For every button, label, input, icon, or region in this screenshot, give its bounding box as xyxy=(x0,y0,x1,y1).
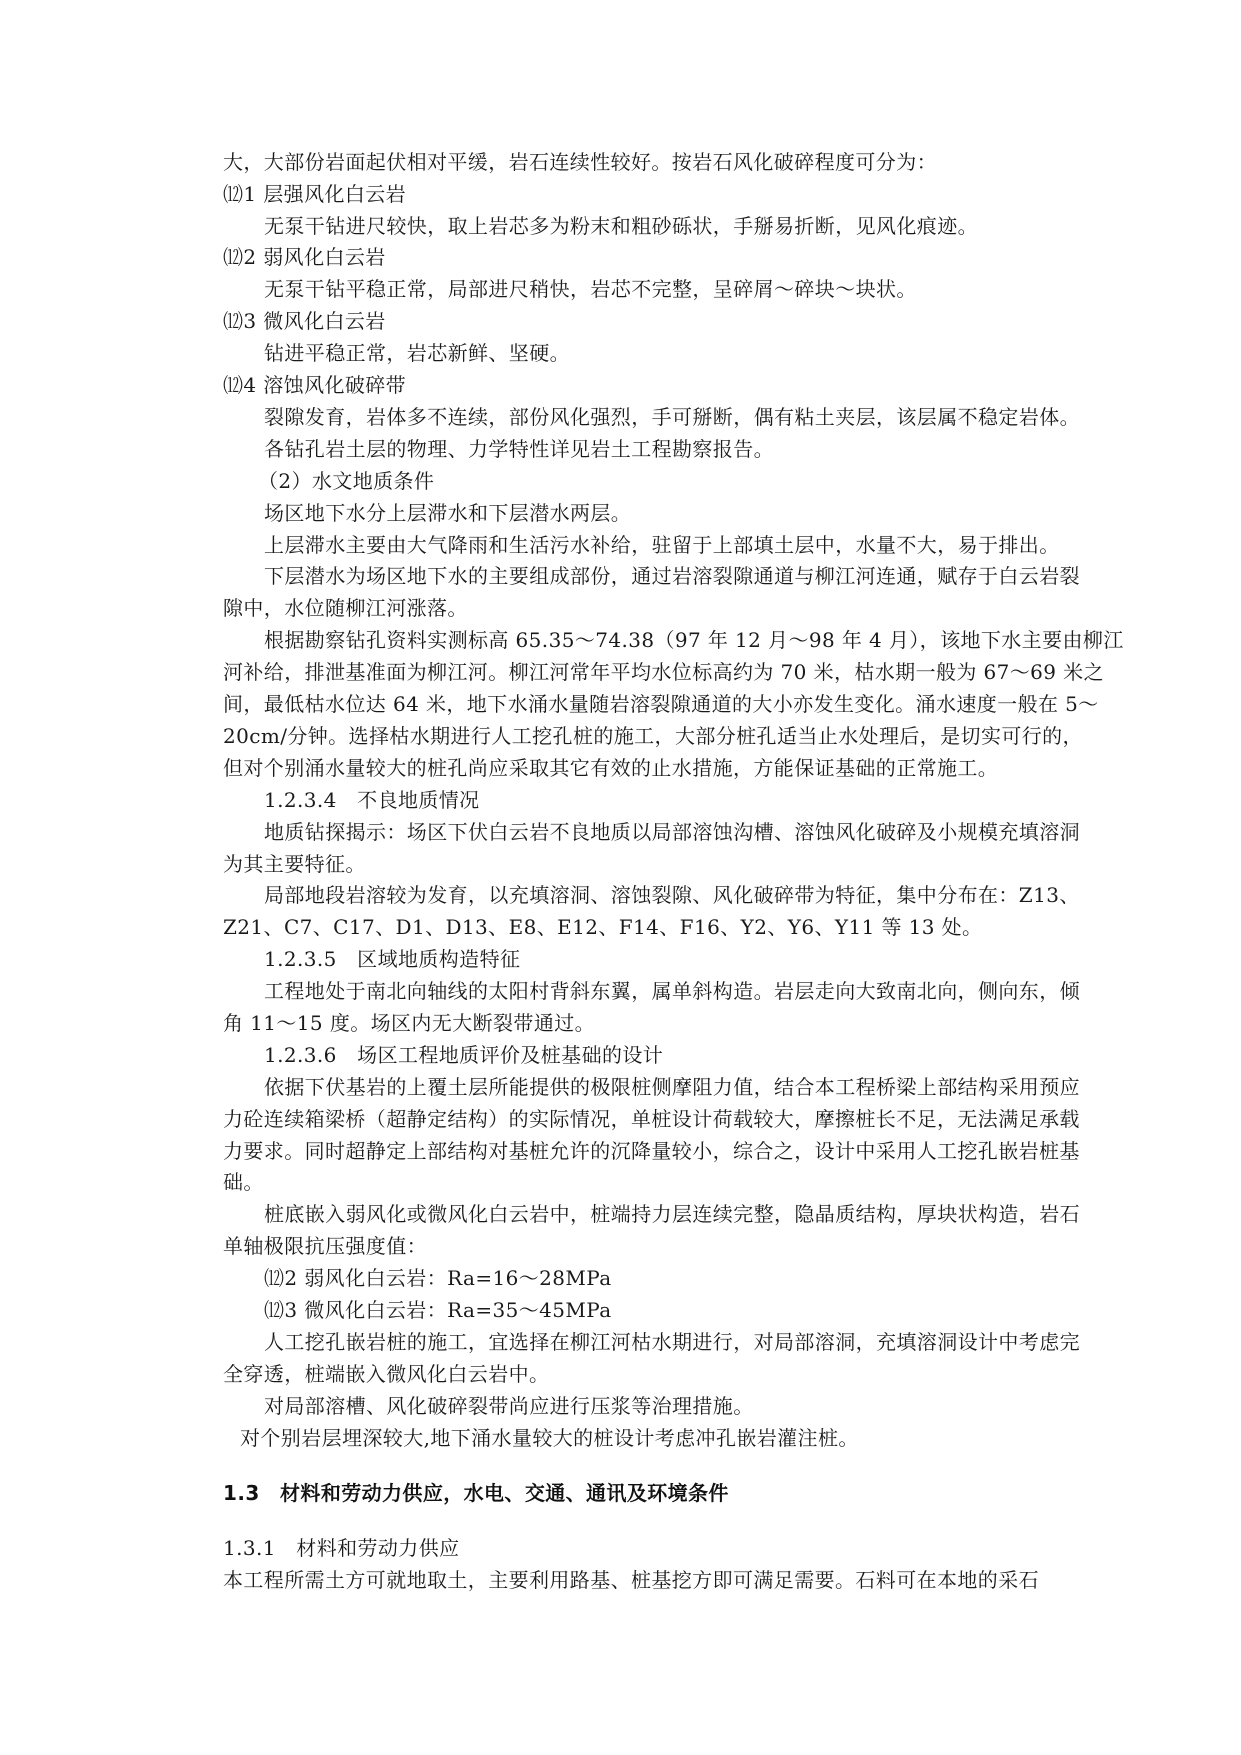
paragraph-line: 无泵干钻进尺较快，取上岩芯多为粉末和粗砂砾状，手掰易折断，见风化痕迹。 xyxy=(264,214,978,238)
paragraph-line: 础。 xyxy=(223,1170,264,1194)
rock-layer-heading: ⑿3 微风化白云岩 xyxy=(223,309,386,333)
paragraph-line: 局部地段岩溶较为发育，以充填溶洞、溶蚀裂隙、风化破碎带为特征，集中分布在：Z13、 xyxy=(264,883,1080,907)
paragraph-line: 桩底嵌入弱风化或微风化白云岩中，桩端持力层连续完整，隐晶质结构，厚块状构造，岩石 xyxy=(264,1202,1080,1226)
strength-value-line: ⑿3 微风化白云岩：Ra=35～45MPa xyxy=(264,1298,612,1322)
paragraph-line: 无泵干钻平稳正常，局部进尺稍快，岩芯不完整，呈碎屑～碎块～块状。 xyxy=(264,277,917,301)
paragraph-line: 对个别岩层埋深较大,地下涌水量较大的桩设计考虑冲孔嵌岩灌注桩。 xyxy=(240,1426,859,1450)
paragraph-line: 裂隙发育，岩体多不连续，部份风化强烈，手可掰断，偶有粘土夹层，该层属不稳定岩体。 xyxy=(264,405,1080,429)
paragraph-line: 大，大部份岩面起伏相对平缓，岩石连续性较好。按岩石风化破碎程度可分为： xyxy=(223,150,937,174)
section-subheading: 1.2.3.4 不良地质情况 xyxy=(264,788,480,812)
section-subheading: 1.2.3.6 场区工程地质评价及桩基础的设计 xyxy=(264,1043,664,1067)
strength-value-line: ⑿2 弱风化白云岩：Ra=16～28MPa xyxy=(264,1266,612,1290)
paragraph-line: 角 11～15 度。场区内无大断裂带通过。 xyxy=(223,1011,596,1035)
paragraph-line: 根据勘察钻孔资料实测标高 65.35～74.38（97 年 12 月～98 年 4 月），该地下水主要由柳江 xyxy=(264,628,1124,652)
paragraph-line: 上层滞水主要由大气降雨和生活污水补给，驻留于上部填土层中，水量不大，易于排出。 xyxy=(264,533,1060,557)
section-subheading: 1.2.3.5 区域地质构造特征 xyxy=(264,947,521,971)
paragraph-line: 力要求。同时超静定上部结构对基桩允许的沉降量较小，综合之，设计中采用人工挖孔嵌岩桩基 xyxy=(223,1139,1080,1163)
paragraph-line: 隙中，水位随柳江河涨落。 xyxy=(223,596,468,620)
rock-layer-heading: ⑿2 弱风化白云岩 xyxy=(223,245,386,269)
paragraph-line: 钻进平稳正常，岩芯新鲜、坚硬。 xyxy=(264,341,570,365)
paragraph-line: 对局部溶槽、风化破碎裂带尚应进行压浆等治理措施。 xyxy=(264,1394,754,1418)
paragraph-line: 单轴极限抗压强度值： xyxy=(223,1234,427,1258)
paragraph-line: 河补给，排泄基准面为柳江河。柳江河常年平均水位标高约为 70 米，枯水期一般为 67～69 米之 xyxy=(223,660,1104,684)
paragraph-line: 地质钻探揭示：场区下伏白云岩不良地质以局部溶蚀沟槽、溶蚀风化破碎及小规模充填溶洞 xyxy=(264,820,1080,844)
paragraph-line: 依据下伏基岩的上覆土层所能提供的极限桩侧摩阻力值，结合本工程桥梁上部结构采用预应 xyxy=(264,1075,1080,1099)
paragraph-line: Z21、C7、C17、D1、D13、E8、E12、F14、F16、Y2、Y6、Y11 等 13 处。 xyxy=(223,915,983,939)
paragraph-line: 场区地下水分上层滞水和下层潜水两层。 xyxy=(264,501,632,525)
paragraph-line: 全穿透，桩端嵌入微风化白云岩中。 xyxy=(223,1362,550,1386)
paragraph-line: 本工程所需土方可就地取土，主要利用路基、桩基挖方即可满足需要。石料可在本地的采石 xyxy=(223,1568,1039,1592)
paragraph-line: 20cm/分钟。选择枯水期进行人工挖孔桩的施工，大部分桩孔适当止水处理后，是切实可行的， xyxy=(223,724,1083,748)
paragraph-line: 人工挖孔嵌岩桩的施工，宜选择在柳江河枯水期进行，对局部溶洞，充填溶洞设计中考虑完 xyxy=(264,1330,1080,1354)
paragraph-line: 力砼连续箱梁桥（超静定结构）的实际情况，单桩设计荷载较大，摩擦桩长不足，无法满足承载 xyxy=(223,1107,1080,1131)
paragraph-line: 为其主要特征。 xyxy=(223,852,366,876)
section-subheading: 1.3.1 材料和劳动力供应 xyxy=(223,1536,460,1560)
paragraph-line: 但对个别涌水量较大的桩孔尚应采取其它有效的止水措施，方能保证基础的正常施工。 xyxy=(223,756,999,780)
section-subheading: （2）水文地质条件 xyxy=(258,469,435,493)
rock-layer-heading: ⑿1 层强风化白云岩 xyxy=(223,182,407,206)
paragraph-line: 下层潜水为场区地下水的主要组成部份，通过岩溶裂隙通道与柳江河连通，赋存于白云岩裂 xyxy=(264,564,1080,588)
paragraph-line: 间，最低枯水位达 64 米，地下水涌水量随岩溶裂隙通道的大小亦发生变化。涌水速度一般在 5～ xyxy=(223,692,1099,716)
section-heading: 1.3 材料和劳动力供应，水电、交通、通讯及环境条件 xyxy=(223,1481,729,1505)
paragraph-line: 工程地处于南北向轴线的太阳村背斜东翼，属单斜构造。岩层走向大致南北向，侧向东，倾 xyxy=(264,979,1080,1003)
paragraph-line: 各钻孔岩土层的物理、力学特性详见岩土工程勘察报告。 xyxy=(264,437,774,461)
rock-layer-heading: ⑿4 溶蚀风化破碎带 xyxy=(223,373,407,397)
